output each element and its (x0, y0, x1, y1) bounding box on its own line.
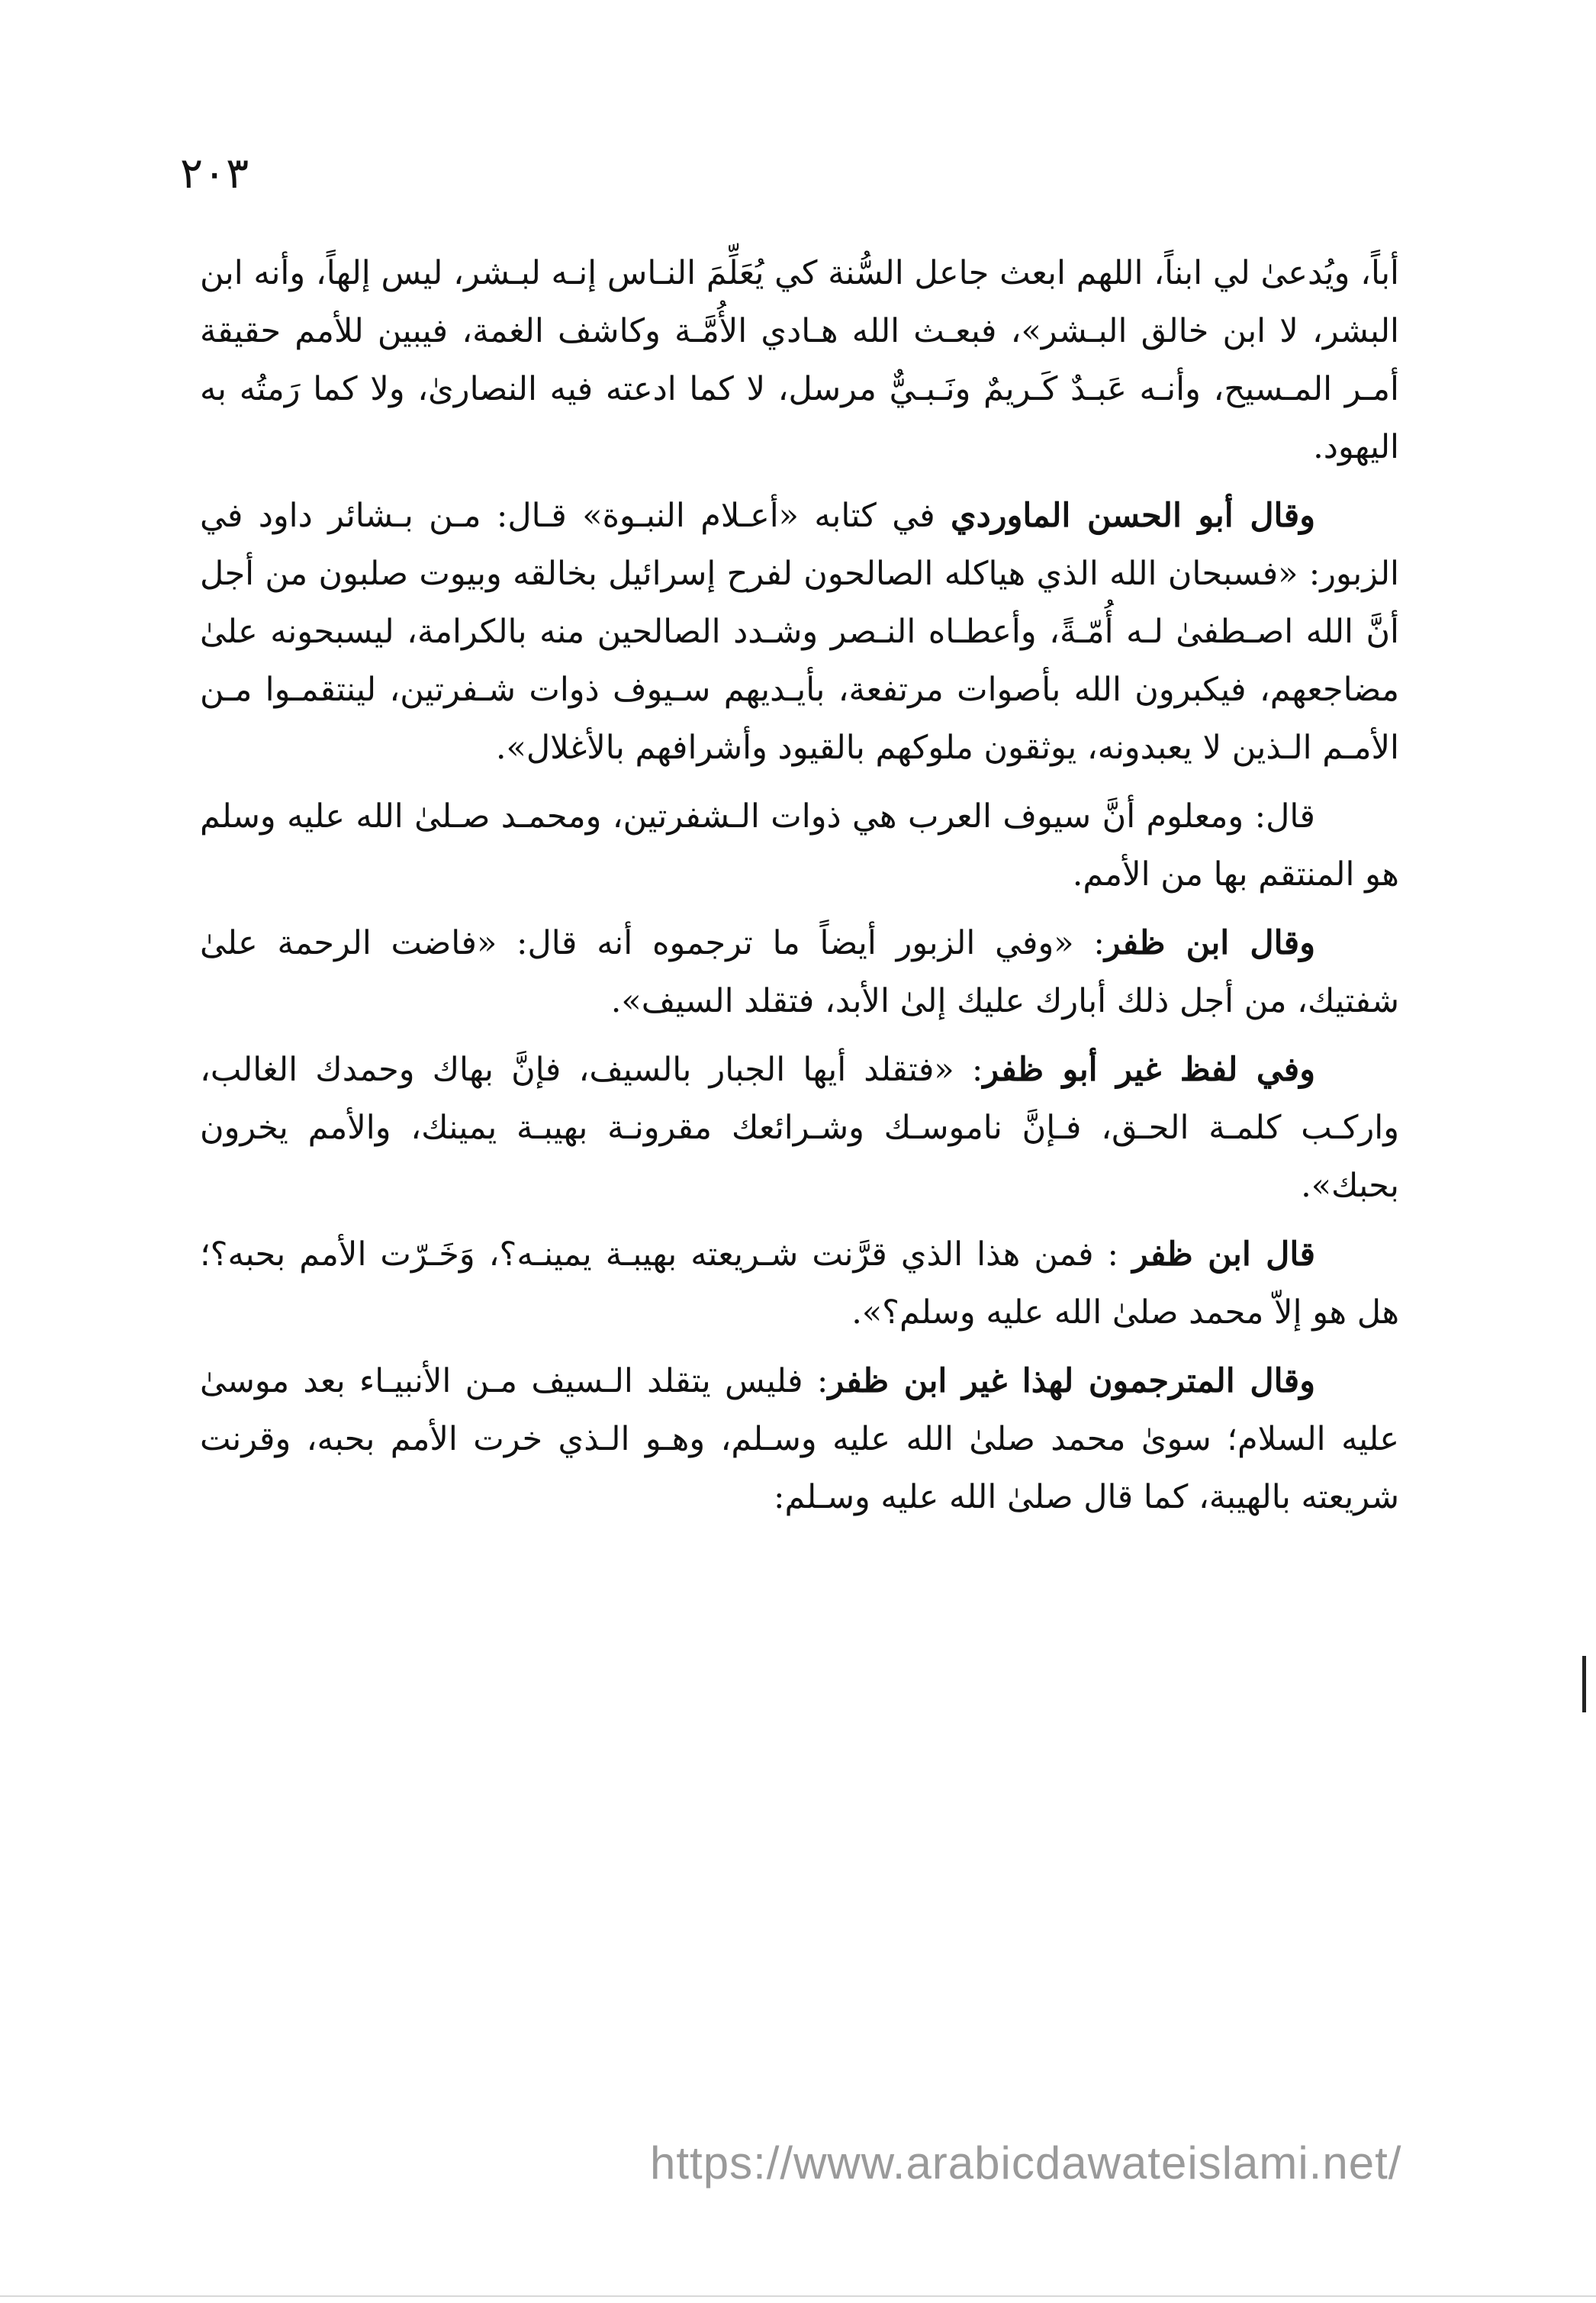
paragraph-4 (200, 914, 1399, 1030)
paragraph-text: : «فتقلد أيها الجبار بالسيف، فإنَّ بهاك وحمدك الغالب، واركـب كلمـة الحـق، فـإنَّ ناموسـك وشـرائعك مقرونـة بهيبـة يمينك، والأمم يخرون بحبك». (200, 1051, 1399, 1205)
paragraph-1 (200, 244, 1399, 476)
paragraph-text: أباً، ويُدعىٰ لي ابناً، اللهم ابعث جاعل السُّنة كي يُعَلِّمَ النـاس إنـه لبـشر، ليس إلهاً، وأنه ابن البشر، لا ابن خالق البـشر»، فبعـث الله هـادي الأُمَّـة وكاشف الغمة، فيبين للأمم حقيقة أمـر المـسيح، وأنـه عَبـدٌ كَـريمٌ ونَـبـيٌّ مرسل، لا كما ادعته فيه النصارىٰ، ولا كما رَمتُه به اليهود. (200, 254, 1399, 466)
page-body (200, 244, 1399, 1537)
paragraph-lead: وقال ابن ظفر (1104, 924, 1315, 962)
margin-mark (1582, 1656, 1586, 1712)
paragraph-lead: وقال أبو الحسن الماوردي (951, 497, 1315, 535)
paragraph-2 (200, 487, 1399, 777)
paragraph-text: : فمن هذا الذي قرَّنت شـريعته بهيبـة يمينـه؟، وَخَـرّت الأمم بحبه؟؛ هل هو إلاّ محمد صلىٰ الله عليه وسلم؟». (200, 1235, 1399, 1332)
paragraph-text: في كتابه «أعـلام النبـوة» قـال: مـن بـشائر داود في الزبور: «فسبحان الله الذي هياكله الصالحون لفرح إسرائيل بخالقه وبيوت صلبون من أجل أنَّ الله اصـطفىٰ لـه أُمّـةً، وأعطـاه النـصر وشـدد الصالحين منه بالكرامة، ليسبحونه علىٰ مضاجعهم، فيكبرون الله بأصوات مرتفعة، بأيـديهم سـيوف ذوات شـفرتين، لينتقمـوا مـن الأمـم الـذين لا يعبدونه، يوثقون ملوكهم بالقيود وأشرافهم بالأغلال». (200, 497, 1399, 767)
paragraph-7 (200, 1352, 1399, 1526)
paragraph-5 (200, 1041, 1399, 1215)
paragraph-text: : «وفي الزبور أيضاً ما ترجموه أنه قال: «فاضت الرحمة علىٰ شفتيك، من أجل ذلك أبارك عليك إلىٰ الأبد، فتقلد السيف». (200, 924, 1399, 1020)
paragraph-3 (200, 788, 1399, 903)
paragraph-6 (200, 1226, 1399, 1342)
paragraph-text: : فليس يتقلد الـسيف مـن الأنبيـاء بعد موسىٰ عليه السلام؛ سوىٰ محمد صلىٰ الله عليه وسـلم، وهـو الـذي خرت الأمم بحبه، وقرنت شريعته بالهيبة، كما قال صلىٰ الله عليه وسـلم: (200, 1362, 1399, 1516)
page-number: ٢٠٣ (180, 149, 249, 198)
scan-edge-line (0, 2295, 1596, 2297)
source-url-watermark[interactable]: https://www.arabicdawateislami.net/ (650, 2137, 1402, 2189)
paragraph-lead: وقال المترجمون لهذا غير ابن ظفر (828, 1362, 1315, 1400)
paragraph-lead: قال ابن ظفر (1132, 1235, 1315, 1274)
paragraph-text: قال: ومعلوم أنَّ سيوف العرب هي ذوات الـشفرتين، ومحمـد صـلىٰ الله عليه وسلم هو المنتقم بها من الأمم. (200, 797, 1399, 894)
paragraph-lead: وفي لفظ غير أبو ظفر (983, 1051, 1315, 1089)
